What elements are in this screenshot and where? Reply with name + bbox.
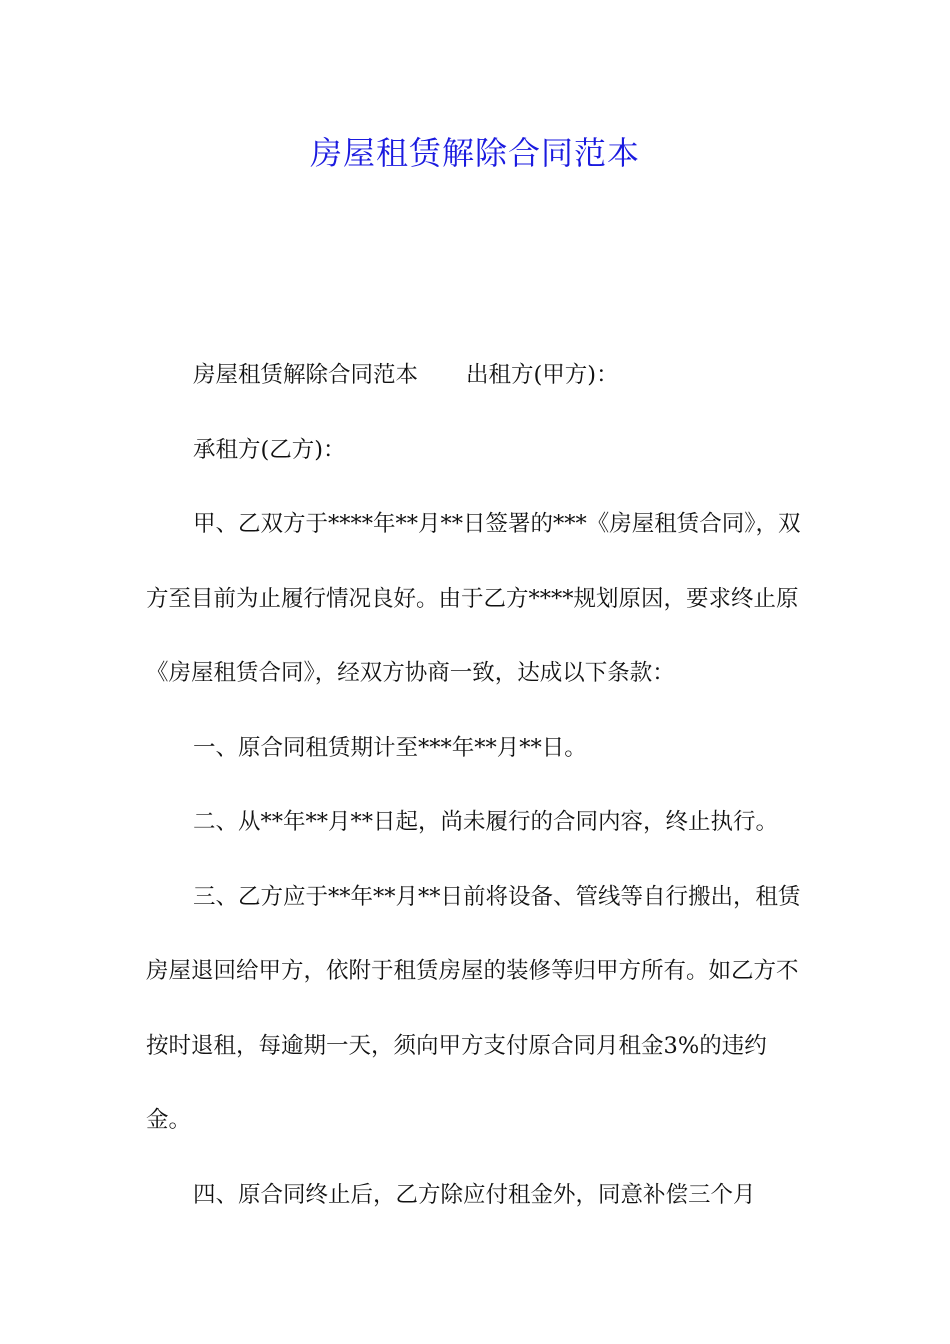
landlord-label: 出租方(甲方)：	[466, 362, 619, 388]
clause-4: 四、原合同终止后，乙方除应付租金外，同意补偿三个月	[193, 1181, 756, 1208]
document-body	[146, 338, 810, 1232]
tenant-label: 承租方(乙方)：	[193, 436, 346, 463]
paragraph-preamble: 甲、乙双方于****年**月**日签署的***《房屋租赁合同》，双方至目前为止履行情况良好。由于乙方****规划原因，要求终止原《房屋租赁合同》，经双方协商一致，达成以下条款：	[146, 511, 801, 686]
clause-1: 一、原合同租赁期计至***年**月**日。	[193, 734, 587, 761]
clause-3: 三、乙方应于**年**月**日前将设备、管线等自行搬出，租赁房屋退回给甲方，依附于租赁房屋的装修等归甲方所有。如乙方不按时退租，每逾期一天，须向甲方支付原合同月租金3%的违约金。	[146, 883, 801, 1133]
document-title: 房屋租赁解除合同范本	[309, 134, 640, 172]
intro-line	[146, 338, 810, 413]
clause-2: 二、从**年**月**日起，尚未履行的合同内容，终止执行。	[193, 809, 779, 835]
intro-title-text: 房屋租赁解除合同范本	[193, 362, 419, 388]
